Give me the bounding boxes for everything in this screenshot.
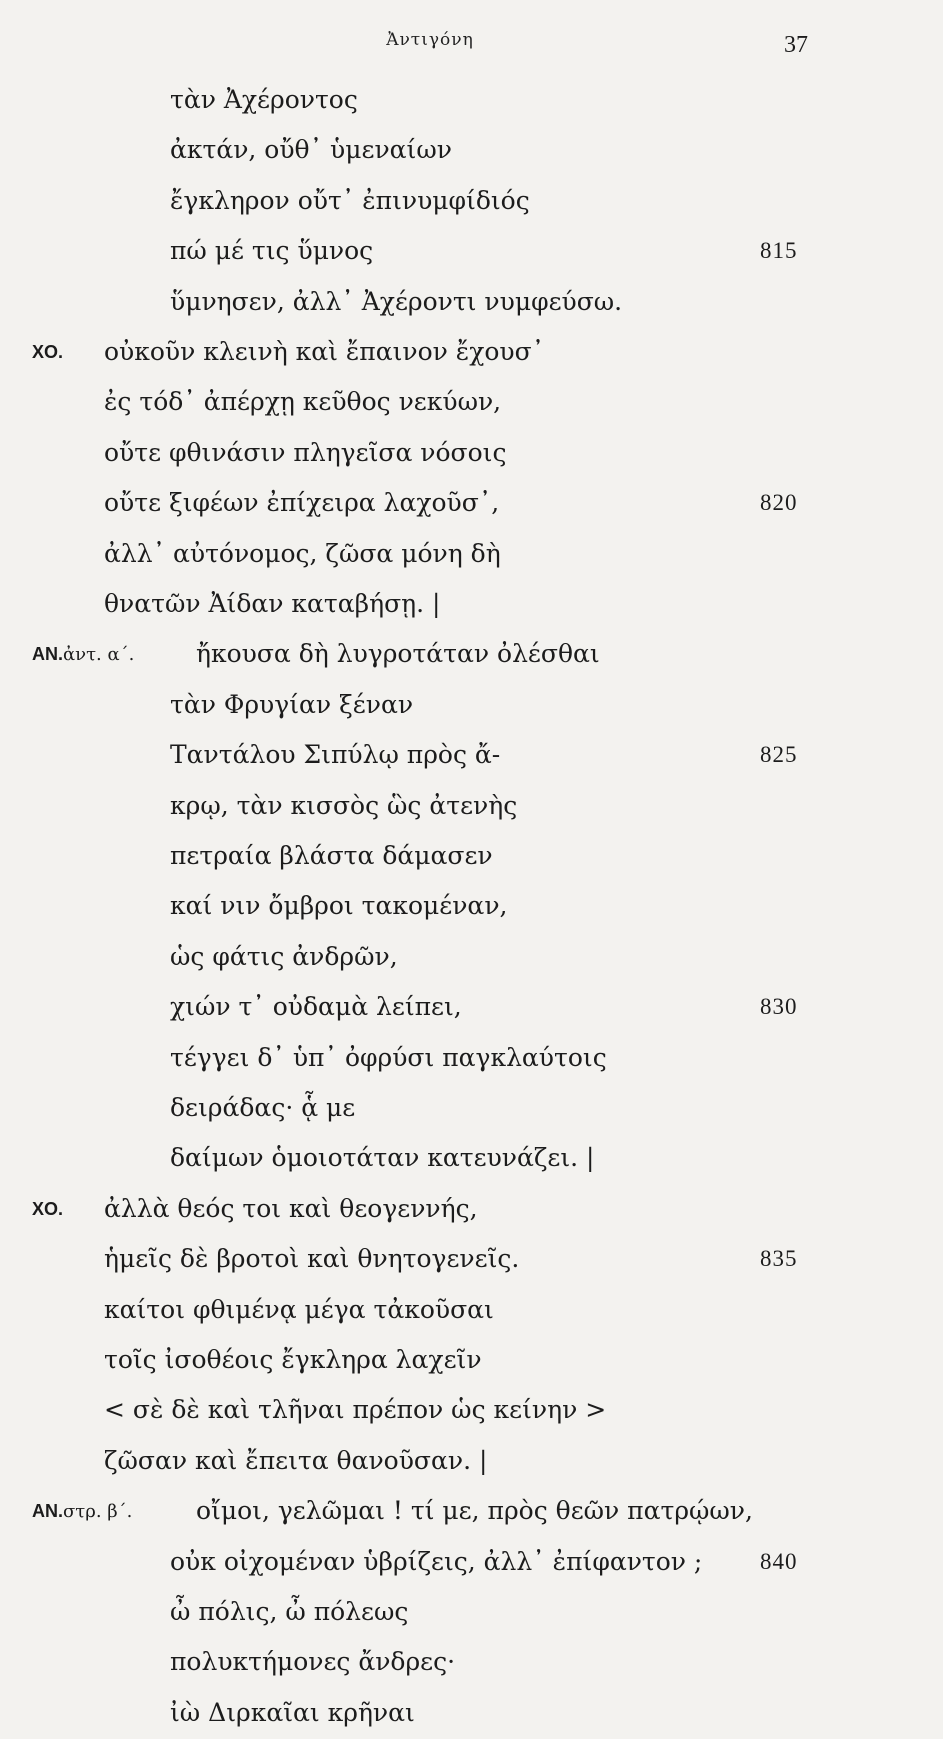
speaker-label (32, 326, 63, 378)
speaker-name: ΑΝ. (32, 644, 63, 665)
speaker-name: ΧΟ. (32, 1198, 64, 1219)
verse-line: οὐκ οἰχομέναν ὑβρίζεις, ἀλλ᾽ ἐπίφαντον ; (170, 1546, 703, 1576)
verse-line: ἐς τόδ᾽ ἀπέρχῃ κεῦθος νεκύων, (104, 387, 502, 417)
verse-line: δειράδας· ᾇ με (170, 1093, 356, 1122)
verse-line: ἤκουσα δὴ λυγροτάταν ὀλέσθαι (196, 639, 600, 669)
verse-line: τὰν Φρυγίαν ξέναν (170, 689, 414, 719)
verse-line: οἴμοι, γελῶμαι ! τί με, πρὸς θεῶν πατρῴων, (196, 1496, 753, 1526)
speaker-name: ΑΝ. (32, 1501, 63, 1522)
line-number: 840 (760, 1548, 798, 1574)
verse-line: πολυκτήμονες ἄνδρες· (170, 1647, 456, 1677)
verse-line: < σὲ δὲ καὶ τλῆναι πρέπον ὡς κείνην > (104, 1395, 607, 1425)
speaker-label (32, 1485, 132, 1537)
verse-line: χιών τ᾽ οὐδαμὰ λείπει, (170, 992, 462, 1022)
verse-line: ἀλλ᾽ αὐτόνομος, ζῶσα μόνη δὴ (104, 538, 501, 568)
verse-line: ἰὼ Διρκαῖαι κρῆναι (170, 1697, 415, 1727)
running-title: Ἀντιγόνη (386, 30, 474, 50)
line-number: 815 (760, 238, 798, 264)
verse-line: οὔτε ξιφέων ἐπίχειρα λαχοῦσ᾽, (104, 488, 500, 518)
line-number: 835 (760, 1246, 798, 1272)
verse-line: ἀλλὰ θεός τοι καὶ θεογεννής, (104, 1193, 478, 1223)
speaker-name: ΧΟ. (32, 342, 64, 362)
verse-line: θνατῶν Ἀίδαν καταβήσῃ. | (104, 589, 441, 618)
verse-line: Ταντάλου Σιπύλῳ πρὸς ἄ- (170, 740, 501, 770)
verse-line: καί νιν ὄμβροι τακομέναν, (170, 891, 508, 921)
line-number: 830 (760, 994, 798, 1020)
verse-line: τὰν Ἀχέροντος (170, 85, 358, 114)
verse-line: πετραία βλάστα δάμασεν (170, 841, 493, 870)
verse-line: οὐκοῦν κλεινὴ καὶ ἔπαινον ἔχουσ᾽ (104, 337, 545, 366)
line-number: 825 (760, 742, 798, 768)
speaker-label (32, 1183, 63, 1235)
verse-line: τοῖς ἰσοθέοις ἔγκληρα λαχεῖν (104, 1345, 482, 1374)
strophe-label: στρ. β΄. (63, 1501, 133, 1523)
line-number: 820 (760, 490, 798, 516)
verse-line: ἀκτάν, οὔθ᾽ ὑμεναίων (170, 135, 452, 165)
bleed-through-texture (600, 80, 607, 105)
verse-line: πώ μέ τις ὕμνος (170, 236, 374, 266)
verse-line: ὦ πόλις, ὦ πόλεως (170, 1597, 409, 1626)
verse-line: ζῶσαν καὶ ἔπειτα θανοῦσαν. | (104, 1445, 488, 1475)
verse-line: τέγγει δ᾽ ὑπ᾽ ὀφρύσι παγκλαύτοις (170, 1042, 607, 1072)
speaker-label (32, 628, 134, 680)
verse-line: ὕμνησεν, ἀλλ᾽ Ἀχέροντι νυμφεύσω. (170, 286, 623, 316)
verse-line: καίτοι φθιμένᾳ μέγα τἀκοῦσαι (104, 1294, 494, 1324)
verse-line: κρῳ, τὰν κισσὸς ὣς ἀτενὴς (170, 790, 518, 820)
verse-line: ὡς φάτις ἀνδρῶν, (170, 941, 398, 971)
verse-line: οὔτε φθινάσιν πληγεῖσα νόσοις (104, 437, 507, 467)
verse-line: δαίμων ὁμοιοτάταν κατευνάζει. | (170, 1143, 595, 1173)
page-number: 37 (784, 32, 808, 58)
strophe-label: ἀντ. α΄. (63, 644, 135, 666)
verse-line: ἡμεῖς δὲ βροτοὶ καὶ θνητογενεῖς. (104, 1244, 520, 1274)
verse-line: ἔγκληρον οὔτ᾽ ἐπινυμφίδιός (170, 185, 530, 215)
